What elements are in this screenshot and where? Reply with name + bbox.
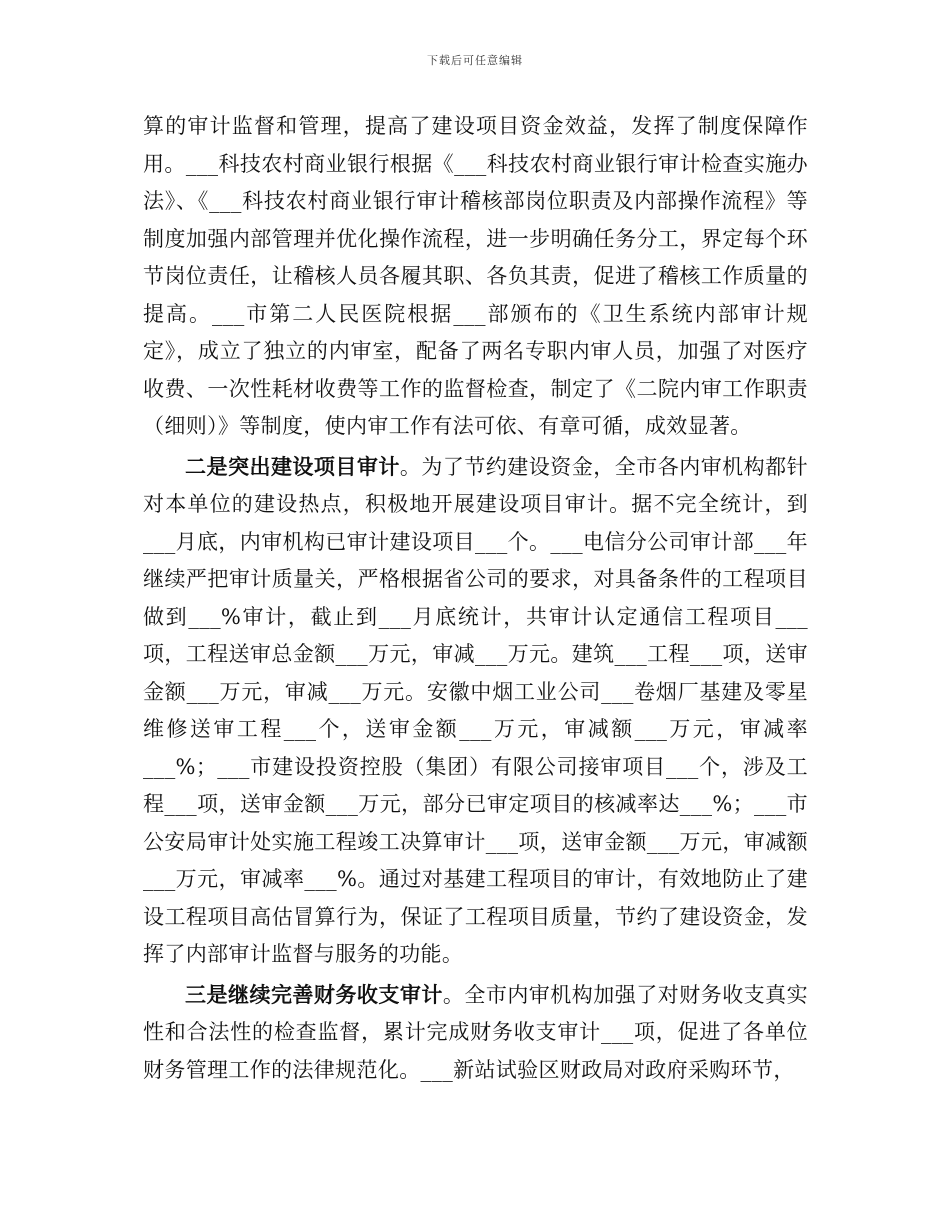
paragraph-heading: 三是继续完善财务收支审计	[185, 981, 443, 1007]
paragraph-heading: 二是突出建设项目审计	[185, 453, 400, 479]
paragraph-text: 算的审计监督和管理，提高了建设项目资金效益，发挥了制度保障作用。___科技农村商业银行根据《___科技农村商业银行审计检查实施办法》、《___科技农村商业银行审计稽核部岗位职责及内部操作流程》等制度加强内部管理并优化操作流程，进一步明确任务分工，界定每个环节岗位责任，让稽核人员各履其职、各负其责，促进了稽核工作质量的提高。___市第二人民医院根据___部颁布的《卫生系统内部审计规定》，成立了独立的内审室，配备了两名专职内审人员，加强了对医疗收费、一次性耗材收费等工作的监督检查，制定了《二院内审工作职责（细则）》等制度，使内审工作有法可依、有章可循，成效显著。	[143, 114, 808, 438]
document-body	[143, 108, 808, 1089]
paragraph-finance-audit	[143, 976, 808, 1090]
paragraph-continuation	[143, 108, 808, 446]
paragraph-text: 。为了节约建设资金，全市各内审机构都针对本单位的建设热点，积极地开展建设项目审计。据不完全统计，到___月底，内审机构已审计建设项目___个。___电信分公司审计部___年继续严把审计质量关，严格根据省公司的要求，对具备条件的工程项目做到___%审计，截止到___月底统计，共审计认定通信工程项目___项，工程送审总金额___万元，审减___万元。建筑___工程___项，送审金额___万元，审减___万元。安徽中烟工业公司___卷烟厂基建及零星维修送审工程___个，送审金额___万元，审减额___万元，审减率___%；___市建设投资控股（集团）有限公司接审项目___个，涉及工程___项，送审金额___万元，部分已审定项目的核减率达___%；___市公安局审计处实施工程竣工决算审计___项，送审金额___万元，审减额___万元，审减率___%。通过对基建工程项目的审计，有效地防止了建设工程项目高估冒算行为，保证了工程项目质量，节约了建设资金，发挥了内部审计监督与服务的功能。	[143, 454, 808, 966]
page-header: 下载后可任意编辑	[427, 54, 523, 67]
paragraph-construction-audit	[143, 448, 808, 974]
paragraph-text: 。全市内审机构加强了对财务收支真实性和合法性的检查监督，累计完成财务收支审计___项，促进了各单位财务管理工作的法律规范化。___新站试验区财政局对政府采购环节，	[143, 982, 809, 1082]
